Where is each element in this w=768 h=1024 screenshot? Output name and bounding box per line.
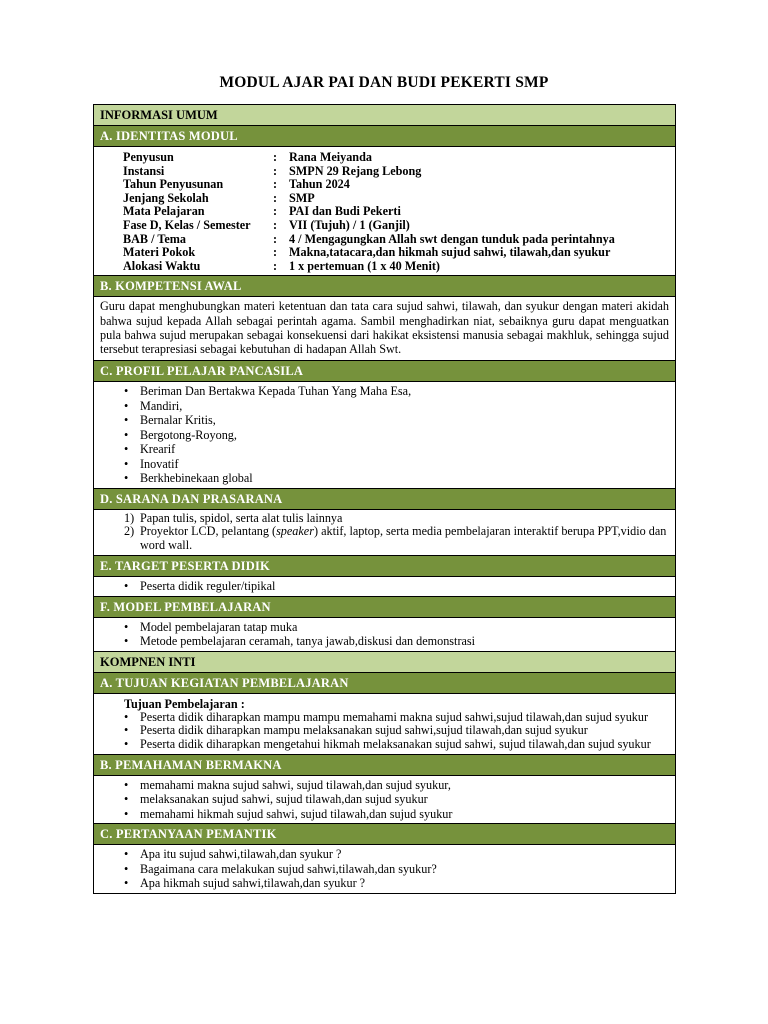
list-text-italic: speaker xyxy=(276,524,314,539)
list-item xyxy=(124,525,667,553)
model-block xyxy=(94,618,675,652)
list-item: • Metode pembelajaran ceramah, tanya jawab,diskusi dan demonstrasi xyxy=(124,634,669,649)
heading-tujuan-kegiatan: A. TUJUAN KEGIATAN PEMBELAJARAN xyxy=(94,673,675,694)
list-item: • Peserta didik diharapkan mengetahui hikmah melaksanakan sujud sahwi, sujud tilawah,dan sujud syukur xyxy=(124,738,669,752)
identity-row: Fase D, Kelas / Semester : VII (Tujuh) / 1 (Ganjil) xyxy=(123,219,675,233)
identity-row: Instansi : SMPN 29 Rejang Lebong xyxy=(123,165,675,179)
pertanyaan-block xyxy=(94,845,675,893)
identity-value: 4 / Mengagungkan Allah swt dengan tunduk pada perintahnya xyxy=(289,231,615,246)
target-block xyxy=(94,577,675,597)
document-title: MODUL AJAR PAI DAN BUDI PEKERTI SMP xyxy=(219,74,549,91)
list-text: Papan tulis, spidol, serta alat tulis lainnya xyxy=(140,510,343,525)
identity-row: Materi Pokok : Makna,tatacara,dan hikmah sujud sahwi, tilawah,dan syukur xyxy=(123,246,675,260)
list-number: 1) xyxy=(124,510,135,525)
heading-pemahaman-bermakna: B. PEMAHAMAN BERMAKNA xyxy=(94,755,675,776)
list-item xyxy=(124,512,667,526)
identity-label: Tahun Penyusunan xyxy=(123,177,224,192)
tujuan-block xyxy=(94,694,675,755)
list-item: • Peserta didik reguler/tipikal xyxy=(124,579,669,594)
identity-value: PAI dan Budi Pekerti xyxy=(289,204,401,219)
identity-label: Alokasi Waktu xyxy=(123,258,201,273)
heading-kompetensi-awal: B. KOMPETENSI AWAL xyxy=(94,276,675,297)
list-item: • memahami makna sujud sahwi, sujud tilawah,dan sujud syukur, xyxy=(124,778,669,793)
identity-value: Tahun 2024 xyxy=(289,177,350,192)
identity-label: Mata Pelajaran xyxy=(123,204,205,219)
kompetensi-text: Guru dapat menghubungkan materi ketentuan dan tata cara sujud sahwi, tilawah, dan syukur dengan materi akidah bahwa sujud kepada Allah sebagai perintah agama. Sambil menghadirkan niat, sebaiknya guru dapat menguatkan pula bahwa sujud merupakan sebagai konsekuensi dari hakikat eksistensi manusia sebagai makhluk, sehingga sujud tersebut terapresiasi sebagai kebutuhan di hadapan Allah Swt. xyxy=(94,297,675,361)
identity-row: Jenjang Sekolah : SMP xyxy=(123,192,675,206)
list-item: • Apa itu sujud sahwi,tilawah,dan syukur ? xyxy=(124,847,669,862)
list-item: • Bergotong-Royong, xyxy=(124,428,669,443)
heading-identitas-modul: A. IDENTITAS MODUL xyxy=(94,126,675,147)
identity-label: Penyusun xyxy=(123,150,174,164)
identitas-block xyxy=(94,147,675,276)
section-informasi-umum: INFORMASI UMUM xyxy=(94,105,675,126)
list-item: • Berkhebinekaan global xyxy=(124,471,669,486)
list-item: • Model pembelajaran tatap muka xyxy=(124,620,669,635)
list-item: • Apa hikmah sujud sahwi,tilawah,dan syukur ? xyxy=(124,876,669,891)
identity-value: Rana Meiyanda xyxy=(289,150,372,164)
list-item: • Beriman Dan Bertakwa Kepada Tuhan Yang Maha Esa, xyxy=(124,384,669,399)
list-item: • Krearif xyxy=(124,442,669,457)
identity-value: 1 x pertemuan (1 x 40 Menit) xyxy=(289,258,440,273)
list-item: • memahami hikmah sujud sahwi, sujud tilawah,dan sujud syukur xyxy=(124,807,669,822)
tujuan-subheading: Tujuan Pembelajaran : xyxy=(124,696,245,711)
list-number: 2) xyxy=(124,524,135,539)
profil-block xyxy=(94,382,675,489)
identity-value: SMP xyxy=(289,190,315,205)
list-item: • Peserta didik diharapkan mampu mampu memahami makna sujud sahwi,sujud tilawah,dan sujud syukur xyxy=(124,711,669,725)
list-item: • Bernalar Kritis, xyxy=(124,413,669,428)
list-text: ) aktif, laptop, serta media pembelajaran interaktif berupa PPT,vidio dan word wall. xyxy=(140,524,667,553)
pemahaman-block xyxy=(94,776,675,825)
identity-row: Penyusun : Rana Meiyanda xyxy=(123,151,675,165)
identity-label: Instansi xyxy=(123,163,165,178)
list-item: • Peserta didik diharapkan mampu melaksanakan sujud sahwi,sujud tilawah,dan sujud syukur xyxy=(124,724,669,738)
list-item: • Bagaimana cara melakukan sujud sahwi,tilawah,dan syukur? xyxy=(124,862,669,877)
heading-model-pembelajaran: F. MODEL PEMBELAJARAN xyxy=(94,597,675,618)
identity-row: Mata Pelajaran : PAI dan Budi Pekerti xyxy=(123,205,675,219)
heading-target-peserta: E. TARGET PESERTA DIDIK xyxy=(94,556,675,577)
section-komponen-inti: KOMPNEN INTI xyxy=(94,652,675,673)
heading-sarana-prasarana: D. SARANA DAN PRASARANA xyxy=(94,489,675,510)
list-item: • melaksanakan sujud sahwi, sujud tilawah,dan sujud syukur xyxy=(124,792,669,807)
identity-value: SMPN 29 Rejang Lebong xyxy=(289,163,422,178)
identity-value: VII (Tujuh) / 1 (Ganjil) xyxy=(289,217,410,232)
identity-value: Makna,tatacara,dan hikmah sujud sahwi, tilawah,dan syukur xyxy=(289,245,611,260)
identity-label: Jenjang Sekolah xyxy=(123,190,209,205)
identity-row: BAB / Tema : 4 / Mengagungkan Allah swt dengan tunduk pada perintahnya xyxy=(123,233,675,247)
identity-row: Tahun Penyusunan : Tahun 2024 xyxy=(123,178,675,192)
identity-row: Alokasi Waktu : 1 x pertemuan (1 x 40 Menit) xyxy=(123,260,675,274)
heading-profil-pelajar: C. PROFIL PELAJAR PANCASILA xyxy=(94,361,675,382)
identity-label: Materi Pokok xyxy=(123,245,196,260)
identity-label: BAB / Tema xyxy=(123,231,186,246)
identity-label: Fase D, Kelas / Semester xyxy=(123,217,251,232)
list-item: • Mandiri, xyxy=(124,399,669,414)
list-text: Proyektor LCD, pelantang ( xyxy=(140,524,277,539)
sarana-block xyxy=(94,510,675,556)
heading-pertanyaan-pemantik: C. PERTANYAAN PEMANTIK xyxy=(94,824,675,845)
module-table xyxy=(93,104,676,894)
list-item: • Inovatif xyxy=(124,457,669,472)
